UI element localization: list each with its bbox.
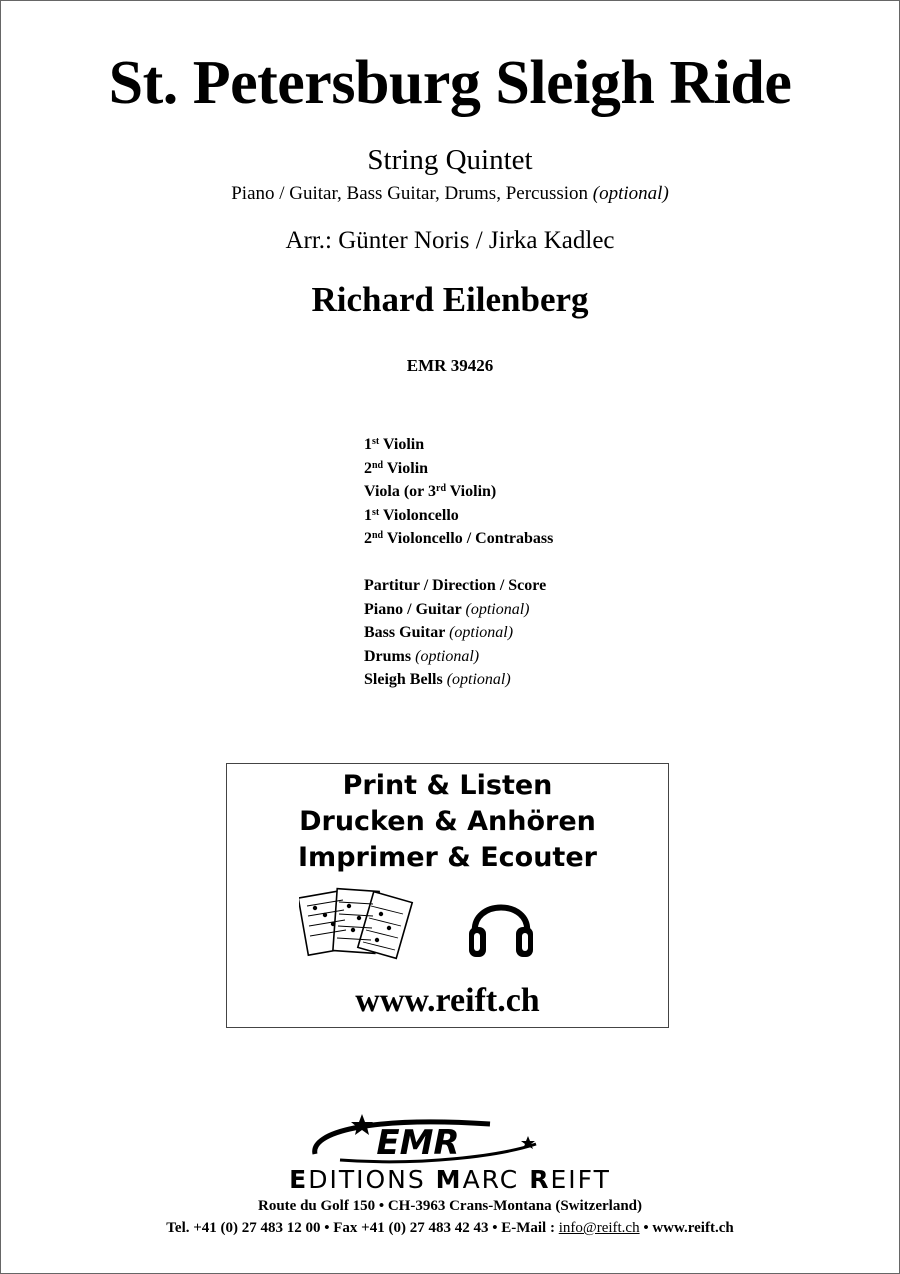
instrumentation bbox=[0, 183, 900, 205]
extra-item: Piano / Guitar (optional) bbox=[364, 600, 530, 618]
headphones-icon bbox=[465, 889, 537, 964]
print-listen-box bbox=[226, 763, 669, 1028]
instrument-list: Piano / Guitar, Bass Guitar, Drums, Percussion bbox=[231, 183, 589, 204]
extra-item: Bass Guitar (optional) bbox=[364, 624, 514, 641]
publisher-contact: Tel. +41 (0) 27 483 12 00 • Fax +41 (0) 27 483 42 43 • E-Mail : info@reift.ch • www.reift.ch bbox=[166, 1220, 734, 1236]
part-item: 2nd Violoncello / Contrabass bbox=[364, 530, 554, 547]
extra-parts-list bbox=[364, 574, 546, 692]
optional-note: (optional) bbox=[592, 183, 669, 204]
publisher-address: Route du Golf 150 • CH-3963 Crans-Montana (Switzerland) bbox=[258, 1198, 642, 1214]
catalog-number: EMR 39426 bbox=[406, 356, 494, 375]
promo-line-french: Imprimer & Ecouter bbox=[298, 842, 597, 873]
website-url[interactable]: www.reift.ch bbox=[355, 982, 540, 1019]
extra-item: Drums (optional) bbox=[364, 647, 480, 665]
arranger: Arr.: Günter Noris / Jirka Kadlec bbox=[285, 227, 615, 254]
email-link[interactable]: info@reift.ch bbox=[558, 1220, 640, 1236]
promo-line-english: Print & Listen bbox=[342, 770, 553, 801]
page-title: St. Petersburg Sleigh Ride bbox=[108, 49, 792, 117]
part-item: Viola (or 3rd Violin) bbox=[364, 483, 497, 500]
emr-logo bbox=[300, 1110, 545, 1170]
composer: Richard Eilenberg bbox=[311, 280, 589, 319]
part-item: 2nd Violin bbox=[364, 459, 429, 477]
extra-item: Sleigh Bells (optional) bbox=[364, 671, 511, 688]
subtitle: String Quintet bbox=[367, 144, 533, 176]
part-item: 1st Violin bbox=[364, 436, 425, 453]
extra-item: Partitur / Direction / Score bbox=[364, 577, 547, 594]
string-parts-list bbox=[364, 433, 553, 551]
sheet-music-icon bbox=[299, 884, 414, 964]
svg-text:EMR: EMR bbox=[376, 1123, 460, 1163]
part-item: 1st Violoncello bbox=[364, 506, 459, 524]
publisher-name: EDITIONS MARC REIFT bbox=[289, 1165, 611, 1194]
promo-line-german: Drucken & Anhören bbox=[299, 806, 596, 837]
